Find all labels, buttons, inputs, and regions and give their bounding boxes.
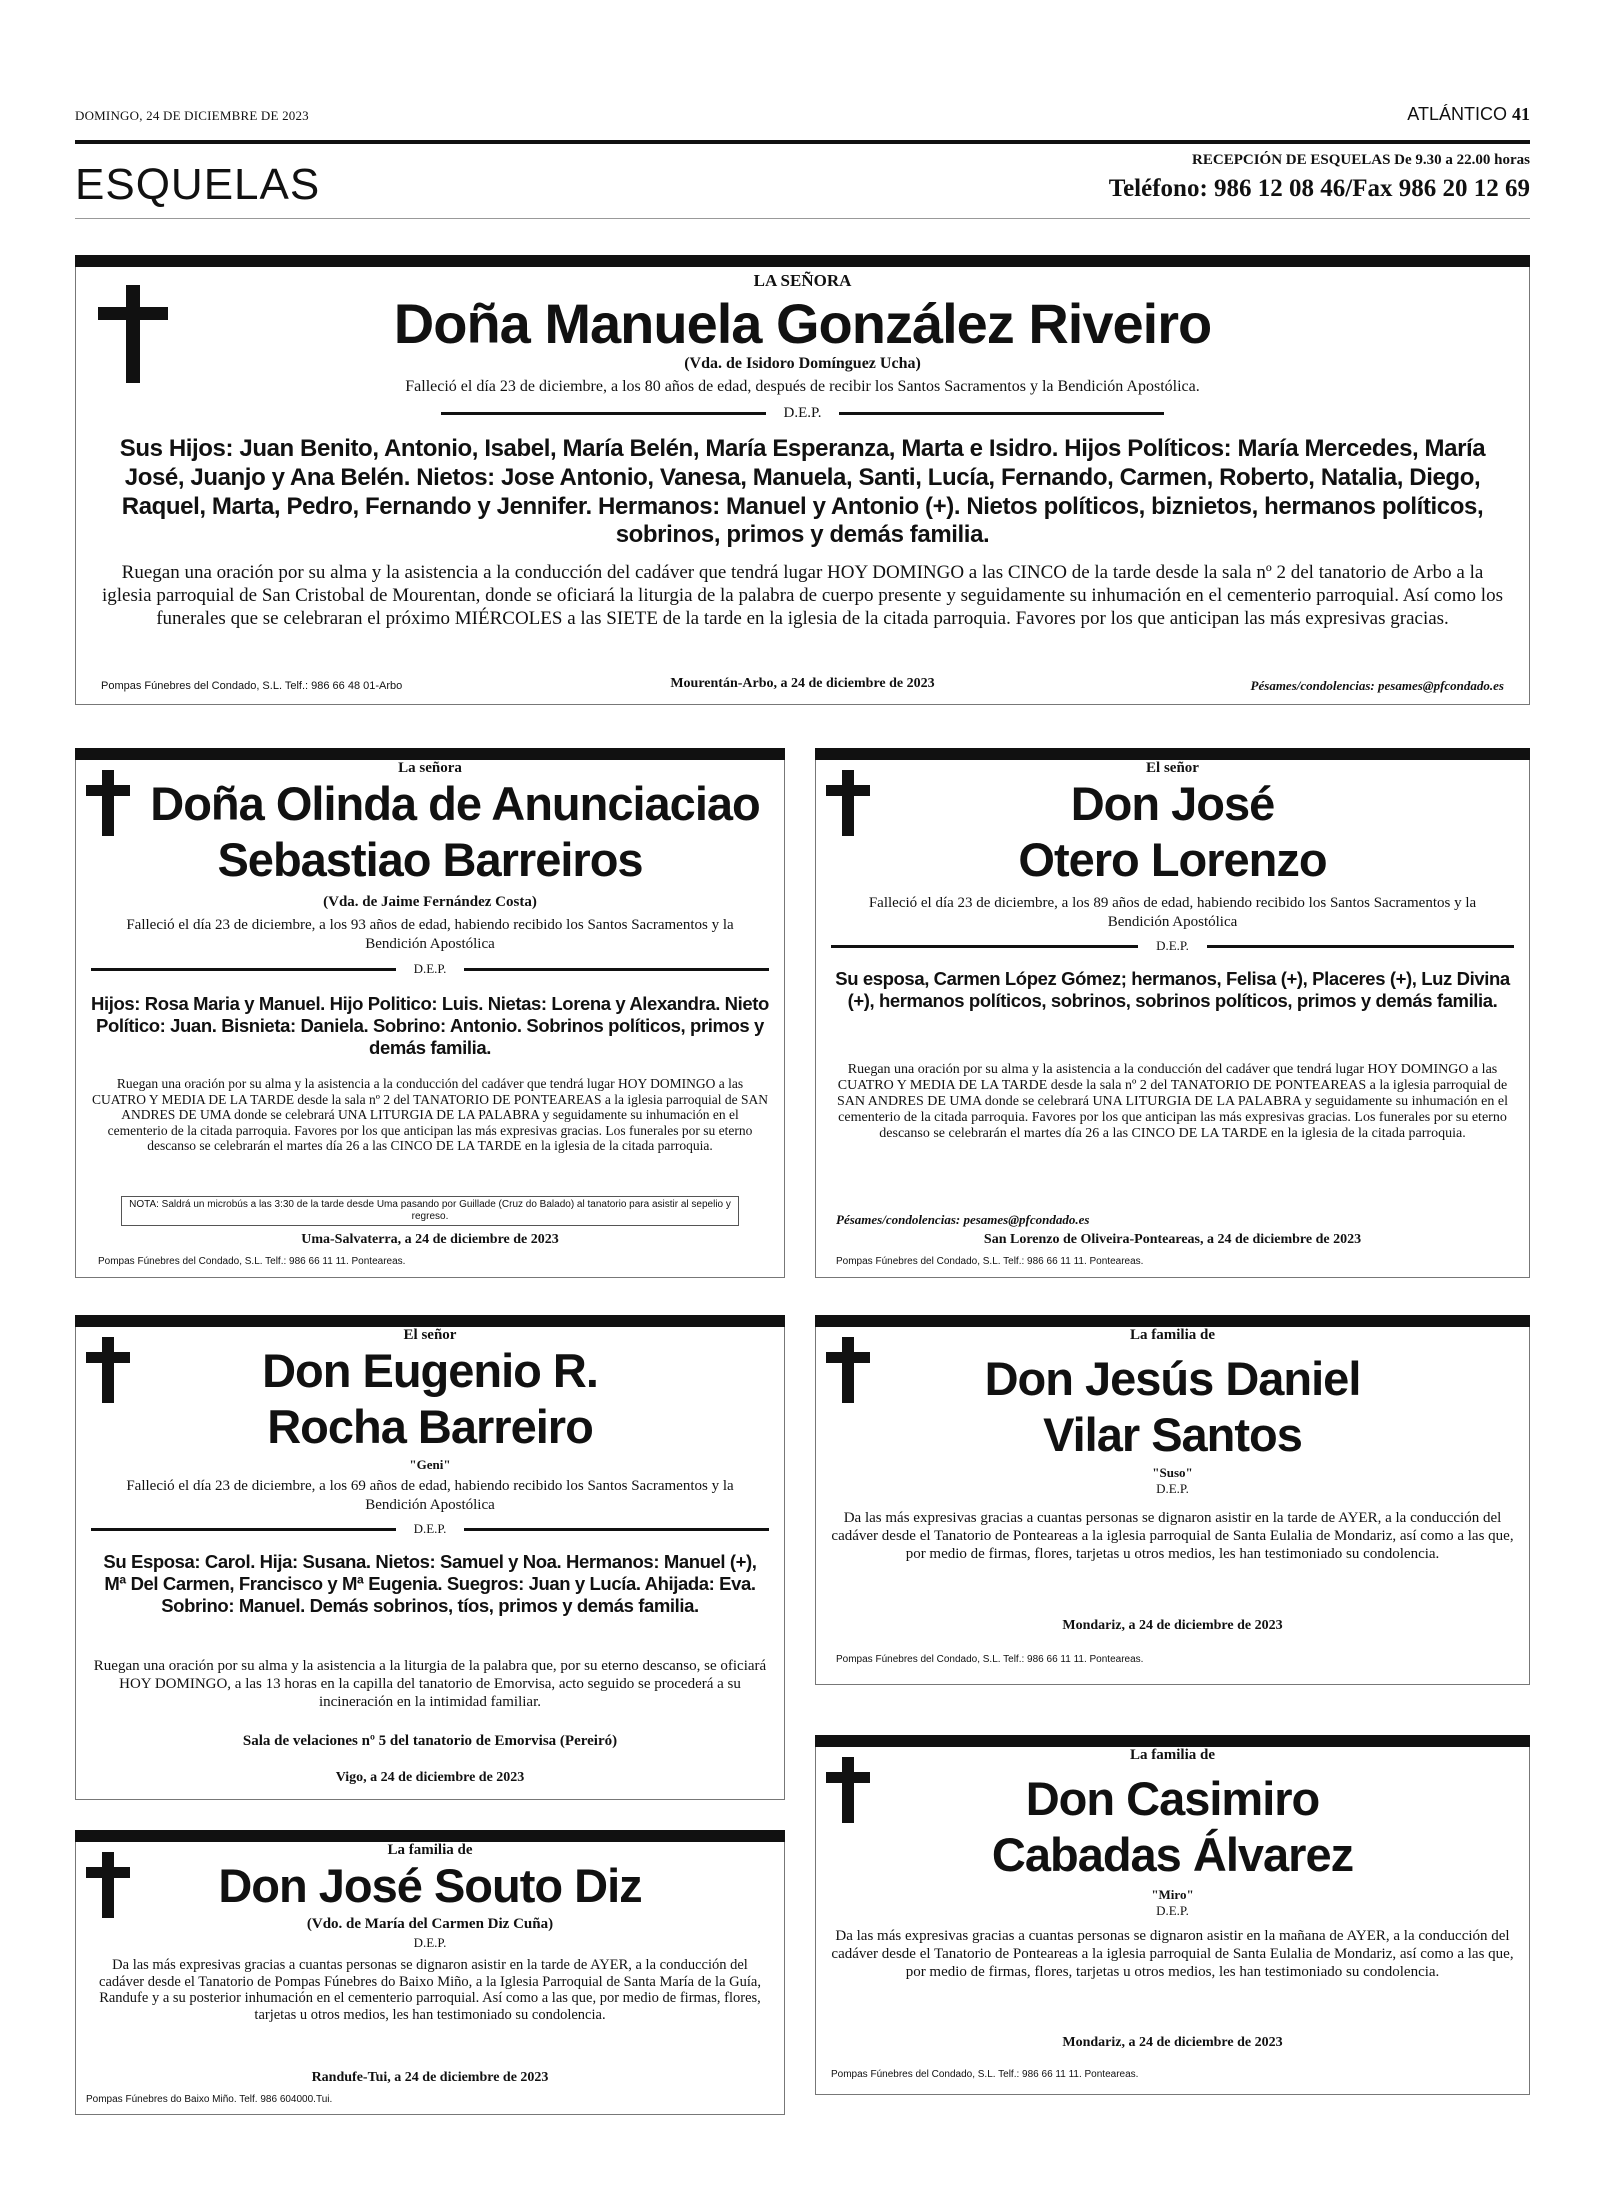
nickname: "Geni"	[409, 1457, 451, 1472]
page-date: DOMINGO, 24 DE DICIEMBRE DE 2023	[75, 108, 309, 123]
death-notice: Falleció el día 23 de diciembre, a los 69 años de edad, habiendo recibido los Santos Sacramentos y la Bendición Apostólica	[126, 1478, 734, 1513]
thanks-card-cabadas-alvarez	[815, 1735, 1530, 2095]
ceremony-details: Ruegan una oración por su alma y la asistencia a la conducción del cadáver que tendrá lugar HOY DOMINGO a las CUATRO Y MEDIA DE LA TARDE desde la sala nº 2 del TANATORIO DE PONTEAREAS a la iglesia parroquial de SAN ANDRES DE UMA donde se celebrará UNA LITURGIA DE LA PALABRA y seguidamente su inhumación en el cementerio de la citada parroquia. Favores por los que anticipan las más expresivas gracias. Los funerales por su eterno descanso se celebrarán el martes día 26 a las CINCO DE LA TARDE en la iglesia de la citada parroquia.	[92, 1076, 768, 1154]
thanks-message: Da las más expresivas gracias a cuantas personas se dignaron asistir en la tarde de AYER, a la conducción del cadáver desde el Tanatorio de Pompas Fúnebres do Baixo Miño, a la Iglesia Parroquial de Santa María de la Guía, Randufe y a su posterior inhumación en el cementerio parroquial. Así como a las que, por medio de firmas, flores, tarjetas u otros medios, les han testimoniado su condolencia.	[99, 1957, 761, 2024]
card-top-bar	[75, 1830, 785, 1842]
card-top-bar	[815, 748, 1530, 760]
deceased-name-line1: Don Jesús Daniel	[984, 1352, 1361, 1405]
deceased-name-line2: Rocha Barreiro	[267, 1400, 593, 1453]
death-notice: Falleció el día 23 de diciembre, a los 93 años de edad, habiendo recibido los Santos Sacramentos y la Bendición Apostólica	[126, 917, 734, 952]
obituary-card-otero-lorenzo	[815, 748, 1530, 1278]
dep-label: D.E.P.	[1156, 1481, 1189, 1496]
obituary-card-sebastiao-barreiros	[75, 748, 785, 1278]
intro-label: El señor	[403, 1327, 457, 1343]
condolences-contact: Pésames/condolencias: pesames@pfcondado.es	[1250, 678, 1504, 693]
nickname: "Miro"	[1151, 1887, 1194, 1902]
place-date: Vigo, a 24 de diciembre de 2023	[335, 1770, 525, 1785]
family-list: Hijos: Rosa Maria y Manuel. Hijo Politico: Luis. Nietas: Lorena y Alexandra. Nieto Político: Juan. Bisnieta: Daniela. Sobrino: Antonio. Sobrinos políticos, primos y demás familia.	[91, 993, 769, 1059]
widow-note: (Vda. de Jaime Fernández Costa)	[323, 894, 537, 910]
dep-divider	[91, 961, 769, 977]
dep-divider	[831, 938, 1514, 954]
deceased-name-line2: Cabadas Álvarez	[991, 1828, 1354, 1881]
intro-label: El señor	[1146, 760, 1199, 776]
dep-divider	[441, 405, 1164, 422]
deceased-name-line1: Don José	[1070, 777, 1275, 830]
death-notice: Falleció el día 23 de diciembre, a los 89 años de edad, habiendo recibido los Santos Sacramentos y la Bendición Apostólica	[868, 895, 1477, 930]
page-number: 41	[1512, 104, 1530, 124]
place-date: Mondariz, a 24 de diciembre de 2023	[1062, 2035, 1283, 2050]
wake-room: Sala de velaciones nº 5 del tanatorio de Emorvisa (Pereiró)	[242, 1733, 618, 1749]
deceased-name-line1: Doña Olinda de Anunciaciao	[150, 777, 760, 830]
card-top-bar	[75, 748, 785, 760]
dep-divider	[91, 1521, 769, 1537]
thanks-card-vilar-santos	[815, 1315, 1530, 1685]
family-list: Su esposa, Carmen López Gómez; hermanos, Felisa (+), Placeres (+), Luz Divina (+), hermanos políticos, sobrinos, sobrinos políticos, primos y demás familia.	[835, 968, 1510, 1012]
intro-label: La familia de	[1130, 1747, 1215, 1763]
reception-hours: RECEPCIÓN DE ESQUELAS De 9.30 a 22.00 horas	[1192, 152, 1530, 168]
ceremony-details: Ruegan una oración por su alma y la asistencia a la conducción del cadáver que tendrá lugar HOY DOMINGO a las CUATRO Y MEDIA DE LA TARDE desde la sala nº 2 del TANATORIO DE PONTEAREAS a la iglesia parroquial de SAN ANDRES DE UMA donde se celebrará UNA LITURGIA DE LA PALABRA y seguidamente su inhumación en el cementerio de la citada parroquia. Favores por los que anticipan las más expresivas gracias. Los funerales por su eterno descanso se celebrarán el martes día 26 a las CINCO DE LA TARDE en la iglesia de la citada parroquia.	[836, 1062, 1508, 1142]
header-rule-thin	[75, 218, 1530, 219]
card-top-bar	[75, 255, 1530, 267]
family-list: Su Esposa: Carol. Hija: Susana. Nietos: Samuel y Noa. Hermanos: Manuel (+), Mª Del Carmen, Francisco y Mª Eugenia. Suegros: Juan y Lucía. Ahijada: Eva. Sobrino: Manuel. Demás sobrinos, tíos, primos y demás familia.	[103, 1551, 757, 1617]
obituary-card-rocha-barreiro	[75, 1315, 785, 1800]
funeral-home: Pompas Fúnebres del Condado, S.L. Telf.: 986 66 48 01-Arbo	[101, 680, 403, 692]
publication-mark	[1407, 104, 1530, 125]
thanks-card-souto-diz	[75, 1830, 785, 2115]
widow-note: (Vda. de Isidoro Domínguez Ucha)	[684, 355, 921, 372]
place-date: Mourentán-Arbo, a 24 de diciembre de 2023	[670, 676, 935, 691]
cross-icon	[86, 770, 130, 836]
dep-label: D.E.P.	[1156, 1903, 1189, 1918]
card-top-bar	[75, 1315, 785, 1327]
deceased-name-line1: Don Eugenio R.	[262, 1344, 598, 1397]
intro-label: La señora	[398, 760, 462, 776]
deceased-name: Don José Souto Diz	[218, 1859, 642, 1912]
dep-label: D.E.P.	[783, 405, 822, 421]
intro-label: La familia de	[1130, 1327, 1215, 1343]
place-date: Uma-Salvaterra, a 24 de diciembre de 2023	[301, 1232, 559, 1247]
ceremony-details: Ruegan una oración por su alma y la asistencia a la conducción del cadáver que tendrá lugar HOY DOMINGO a las CINCO de la tarde desde la sala nº 2 del tanatorio de Arbo a la iglesia parroquial de San Cristobal de Mourentan, donde se oficiará la liturgia de la palabra de cuerpo presente y seguidamente su inhumación en el cementerio parroquial. Así como los funerales que se celebraran el próximo MIÉRCOLES a las SIETE de la tarde en la iglesia de la citada parroquia. Favores por los que anticipan las más expresivas gracias.	[102, 562, 1503, 629]
intro-label: LA SEÑORA	[753, 271, 852, 290]
funeral-home: Pompas Fúnebres del Condado, S.L. Telf.: 986 66 11 11. Ponteareas.	[98, 1256, 406, 1267]
nickname: "Suso"	[1152, 1465, 1193, 1480]
place-date: Randufe-Tui, a 24 de diciembre de 2023	[311, 2070, 549, 2085]
ceremony-details: Ruegan una oración por su alma y la asistencia a la liturgia de la palabra que, por su eterno descanso, se oficiará HOY DOMINGO, a las 13 horas en la capilla del tanatorio de Emorvisa, acto seguido se procederá a su incineración en la intimidad familiar.	[93, 1658, 767, 1710]
thanks-message: Da las más expresivas gracias a cuantas personas se dignaron asistir en la tarde de AYER, a la conducción del cadáver desde el Tanatorio de Ponteareas a la iglesia parroquial de Santa Eulalia de Mondariz, así como a las que, por medio de firmas, flores, tarjetas u otros medios, les han testimoniado su condolencia.	[831, 1510, 1514, 1562]
deceased-name-line2: Vilar Santos	[1043, 1408, 1302, 1461]
funeral-home: Pompas Fúnebres do Baixo Miño. Telf. 986 604000.Tui.	[86, 2094, 333, 2105]
card-top-bar	[815, 1315, 1530, 1327]
place-date: Mondariz, a 24 de diciembre de 2023	[1062, 1618, 1283, 1633]
deceased-name-line1: Don Casimiro	[1025, 1772, 1320, 1825]
thanks-message: Da las más expresivas gracias a cuantas personas se dignaron asistir en la mañana de AYER, a la conducción del cadáver desde el Tanatorio de Ponteareas a la iglesia parroquial de Santa Eulalia de Mondariz, así como a las que, por medio de firmas, flores, tarjetas u otros medios, les han testimoniado su condolencia.	[831, 1928, 1514, 1980]
place-date: San Lorenzo de Oliveira-Ponteareas, a 24 de diciembre de 2023	[983, 1232, 1362, 1247]
section-title: ESQUELAS	[75, 160, 321, 209]
condolences-contact: Pésames/condolencias: pesames@pfcondado.es	[836, 1212, 1090, 1227]
header-rule	[75, 140, 1530, 144]
funeral-home: Pompas Fúnebres del Condado, S.L. Telf.: 986 66 11 11. Ponteareas.	[836, 1654, 1144, 1665]
deceased-name-line2: Sebastiao Barreiros	[217, 833, 643, 886]
dep-label: D.E.P.	[413, 961, 447, 976]
family-list: Sus Hijos: Juan Benito, Antonio, Isabel, María Belén, María Esperanza, Marta e Isidro. Hijos Políticos: María Mercedes, María José, Juanjo y Ana Belén. Nietos: Jose Antonio, Vanesa, Manuela, Santi, Lucía, Fernando, Carmen, Roberto, Natalia, Diego, Raquel, Marta, Pedro, Fernando y Jennifer. Hermanos: Manuel y Antonio (+). Nietos políticos, biznietos, hermanos políticos, sobrinos, primos y demás familia.	[119, 435, 1486, 549]
dep-label: D.E.P.	[1156, 938, 1189, 953]
intro-label: La familia de	[387, 1842, 473, 1858]
card-top-bar	[815, 1735, 1530, 1747]
funeral-home: Pompas Fúnebres del Condado, S.L. Telf.: 986 66 11 11. Ponteareas.	[831, 2069, 1139, 2080]
publication-name: ATLÁNTICO	[1407, 104, 1507, 124]
deceased-name-line2: Otero Lorenzo	[1018, 833, 1327, 886]
contact-phone: Teléfono: 986 12 08 46/Fax 986 20 12 69	[1108, 175, 1530, 202]
widower-note: (Vdo. de María del Carmen Diz Cuña)	[306, 1916, 554, 1932]
dep-label: D.E.P.	[413, 1935, 447, 1950]
funeral-home: Pompas Fúnebres del Condado, S.L. Telf.: 986 66 11 11. Ponteareas.	[836, 1256, 1144, 1267]
death-notice: Falleció el día 23 de diciembre, a los 80 años de edad, después de recibir los Santos Sacramentos y la Bendición Apostólica.	[405, 378, 1200, 395]
deceased-name: Doña Manuela González Riveiro	[393, 292, 1212, 355]
obituary-card-gonzalez-riveiro	[75, 255, 1530, 705]
transport-note: NOTA: Saldrá un microbús a las 3:30 de la tarde desde Uma pasando por Guillade (Cruz do Balado) al tanatorio para asistir al sepelio y regreso.	[121, 1196, 739, 1226]
dep-label: D.E.P.	[413, 1521, 447, 1536]
